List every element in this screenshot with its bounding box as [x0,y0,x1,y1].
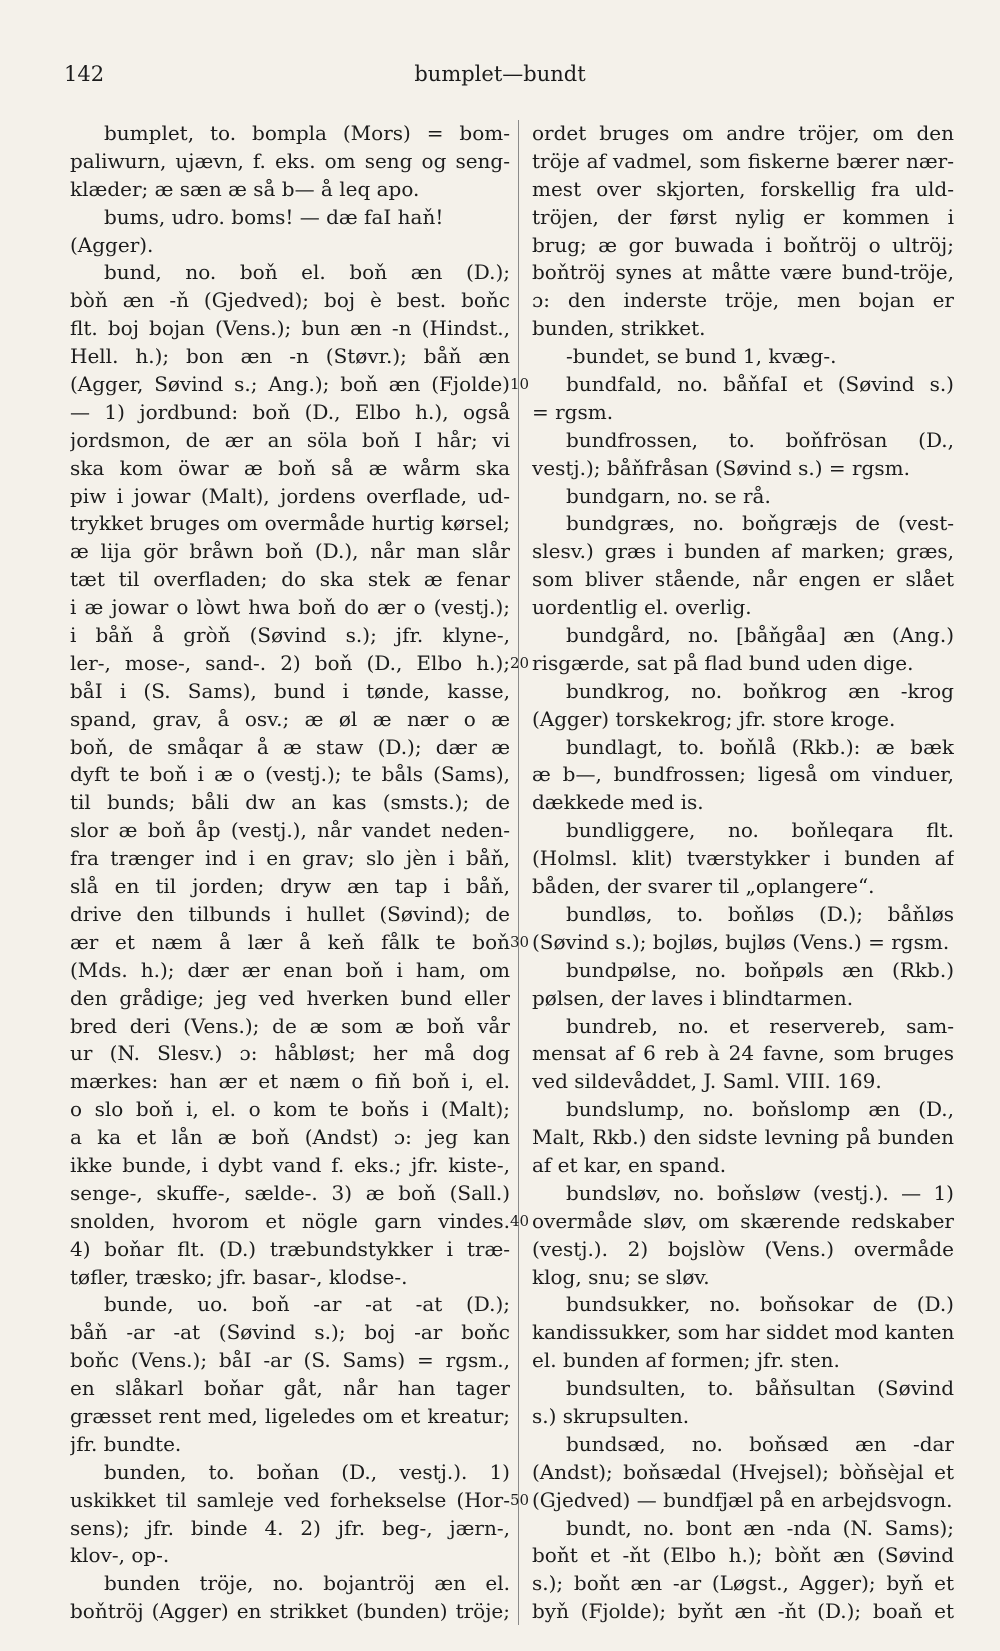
text-line: dyft te boň i æ o (vestj.); te båls (Sams), [70,762,510,787]
text-line: = rgsm. [532,399,614,424]
text-line: ɔ: den inderste tröje, men bojan er [532,288,954,313]
text-line: slesv.) græs i bunden af marken; græs, [532,539,954,564]
text-line: (Søvind s.); bojløs, bujløs (Vens.) = rgsm. [532,929,950,954]
text-line: bundfald, no. båňfaI et (Søvind s.) [566,372,954,397]
text-line: Hell. h.); bon æn -n (Støvr.); båň æn [70,344,510,369]
text-line: boňtröj synes at måtte være bund-tröje, [532,260,954,285]
text-line: bunden tröje, no. bojantröj æn el. [104,1571,510,1596]
text-line: byň (Fjolde); byňt æn -ňt (D.); boaň et [532,1599,954,1624]
text-line: bòň æn -ň (Gjedved); boj è best. boňc [70,288,510,313]
text-line: mest over skjorten, forskellig fra uld- [532,176,954,201]
text-line: 4) boňar flt. (D.) træbundstykker i træ- [70,1236,510,1261]
text-line: båden, der svarer til „oplangere“. [532,874,875,899]
text-line: ska kom öwar æ boň så æ wårm ska [70,455,510,480]
text-line: bundlagt, to. boňlå (Rkb.): æ bæk [566,734,954,759]
text-line: bunden, strikket. [532,316,706,341]
text-line: tæt til overfladen; do ska stek æ fenar [70,567,510,592]
text-line: tröje af vadmel, som fiskerne bærer nær- [532,148,954,173]
text-line: a ka et lån æ boň (Andst) ɔ: jeg kan [70,1125,510,1150]
text-line: (Mds. h.); dær ær enan boň i ham, om [70,957,510,982]
line-number: 50 [510,1491,530,1510]
text-line: bundløs, to. boňløs (D.); båňløs [566,901,954,926]
text-line: til bunds; båli dw an kas (smsts.); de [70,790,510,815]
text-line: ikke bunde, i dybt vand f. eks.; jfr. kiste-, [70,1152,510,1177]
line-number: 20 [510,654,530,673]
text-line: den grådige; jeg ved hverken bund eller [70,985,510,1010]
text-line: ler-, mose-, sand-. 2) boň (D., Elbo h.); [70,650,510,675]
text-line: kandissukker, som har siddet mod kanten [532,1320,954,1345]
text-line: bundsæd, no. boňsæd æn -dar [566,1431,954,1456]
text-line: æ lija gör bråwn boň (D.), når man slår [70,539,510,564]
text-line: mærkes: han ær et næm o fiň boň i, el. [70,1069,510,1094]
line-number: 10 [510,375,530,394]
text-line: risgærde, sat på flad bund uden dige. [532,650,914,675]
text-line: bundsløv, no. boňsløw (vestj.). — 1) [566,1180,954,1205]
text-line: -bundet, se bund 1, kvæg-. [566,344,837,369]
text-line: sens); jfr. binde 4. 2) jfr. beg-, jærn-, [70,1515,510,1540]
text-line: overmåde sløv, om skærende redskaber [532,1208,954,1233]
text-line: bundgård, no. [båňgåa] æn (Ang.) [566,623,954,648]
text-line: bred deri (Vens.); de æ som æ boň vår [70,1013,510,1038]
text-line: bundt, no. bont æn -nda (N. Sams); [566,1515,954,1540]
text-line: ær et næm å lær å keň fålk te boň [70,929,510,954]
text-line: klog, snu; se sløv. [532,1264,710,1289]
column-divider [518,120,519,1625]
text-line: (Andst); boňsædal (Hvejsel); bòňsèjal et [532,1459,954,1484]
text-line: bund, no. boň el. boň æn (D.); [104,260,510,285]
text-line: (Agger) torskekrog; jfr. store kroge. [532,706,896,731]
text-line: tøfler, træsko; jfr. basar-, klodse-. [70,1264,408,1289]
text-line: senge-, skuffe-, sælde-. 3) æ boň (Sall.) [70,1180,510,1205]
text-line: Malt, Rkb.) den sidste levning på bunden [532,1125,954,1150]
text-line: bums, udro. boms! — dæ faI haň! [104,204,444,229]
text-line: fra trænger ind i en grav; slo jèn i båň, [70,846,510,871]
text-line: s.); boňt æn -ar (Løgst., Agger); byň et [532,1571,954,1596]
text-line: drive den tilbunds i hullet (Søvind); de [70,901,510,926]
text-line: piw i jowar (Malt), jordens overflade, ud- [70,483,510,508]
page-number: 142 [64,62,105,86]
text-line: bundfrossen, to. boňfrösan (D., [566,427,954,452]
text-line: (Agger, Søvind s.; Ang.); boň æn (Fjolde) [70,372,510,397]
text-line: jordsmon, de ær an söla boň I hår; vi [70,427,510,452]
text-line: klæder; æ sæn æ så b— å leq apo. [70,176,420,201]
text-line: uordentlig el. overlig. [532,595,752,620]
text-line: bundreb, no. et reservereb, sam- [566,1013,954,1038]
text-line: bundsulten, to. båňsultan (Søvind [566,1376,954,1401]
text-line: af et kar, en spand. [532,1152,727,1177]
text-line: bundslump, no. boňslomp æn (D., [566,1097,954,1122]
text-line: slor æ boň åp (vestj.), når vandet neden- [70,818,510,843]
text-line: tröjen, der først nylig er kommen i [532,204,954,229]
text-line: uskikket til samleje ved forhekselse (Hor- [70,1487,510,1512]
text-line: ordet bruges om andre tröjer, om den [532,121,954,145]
text-line: el. bunden af formen; jfr. sten. [532,1348,840,1373]
text-line: bundkrog, no. boňkrog æn -krog [566,678,954,703]
text-line: pølsen, der laves i blindtarmen. [532,985,854,1010]
text-line: slå en til jorden; dryw æn tap i båň, [70,874,510,899]
text-line: bunden, to. boňan (D., vestj.). 1) [104,1459,510,1484]
text-line: i æ jowar o lòwt hwa boň do ær o (vestj.); [70,595,510,620]
text-line: båI i (S. Sams), bund i tønde, kasse, [70,678,510,703]
text-line: jfr. bundte. [70,1431,182,1456]
text-line: bunde, uo. boň -ar -at -at (D.); [104,1292,510,1317]
text-line: bundpølse, no. boňpøls æn (Rkb.) [566,957,954,982]
line-number: 40 [510,1212,530,1231]
text-line: bundliggere, no. boňleqara flt. [566,818,954,843]
text-line: o slo boň i, el. o kom te boňs i (Malt); [70,1097,510,1122]
text-line: æ b—, bundfrossen; ligeså om vinduer, [532,762,954,787]
text-line: s.) skrupsulten. [532,1403,690,1428]
text-line: dækkede med is. [532,790,704,815]
left-column [70,120,510,1626]
text-line: bundgarn, no. se rå. [566,483,771,508]
running-head: bumplet—bundt [414,62,586,86]
text-line: (vestj.). 2) bojslòw (Vens.) overmåde [532,1236,954,1261]
text-line: bundsukker, no. boňsokar de (D.) [566,1292,954,1317]
text-line: flt. boj bojan (Vens.); bun æn -n (Hindst., [70,316,510,341]
text-line: spand, grav, å osv.; æ øl æ nær o æ [70,706,510,731]
text-line: trykket bruges om overmåde hurtig kørsel; [70,511,510,536]
text-line: græsset rent med, ligeledes om et kreatur; [70,1403,510,1428]
text-line: som bliver stående, når engen er slået [532,567,954,592]
text-line: boňtröj (Agger) en strikket (bunden) tröje; [70,1599,510,1624]
text-line: (Agger). [70,232,154,257]
text-line: snolden, hvorom et nögle garn vindes. [70,1208,510,1233]
text-line: — 1) jordbund: boň (D., Elbo h.), også [70,399,510,424]
text-line: i båň å gròň (Søvind s.); jfr. klyne-, [70,623,510,648]
text-line: bumplet, to. bompla (Mors) = bom- [104,121,510,145]
right-column [532,120,954,1626]
text-line: paliwurn, ujævn, f. eks. om seng og seng- [70,148,510,173]
text-line: boň, de småqar å æ staw (D.); dær æ [70,734,510,759]
text-line: boňt et -ňt (Elbo h.); bòňt æn (Søvind [532,1543,954,1568]
text-line: vestj.); båňfråsan (Søvind s.) = rgsm. [532,455,910,480]
text-line: klov-, op-. [70,1543,170,1568]
text-line: ur (N. Slesv.) ɔ: håbløst; her må dog [70,1041,510,1066]
text-line: ved sildevåddet, J. Saml. VIII. 169. [532,1069,882,1094]
text-line: brug; æ gor buwada i boňtröj o ultröj; [532,232,954,257]
text-line: en slåkarl boňar gåt, når han tager [70,1376,510,1401]
text-line: (Gjedved) — bundfjæl på en arbejdsvogn. [532,1487,953,1512]
text-line: boňc (Vens.); båI -ar (S. Sams) = rgsm., [70,1348,510,1373]
text-line: mensat af 6 reb à 24 favne, som bruges [532,1041,954,1066]
line-number: 30 [510,933,530,952]
text-line: båň -ar -at (Søvind s.); boj -ar boňc [70,1320,510,1345]
text-line: bundgræs, no. boňgræjs de (vest- [566,511,954,536]
text-line: (Holmsl. klit) tværstykker i bunden af [532,846,954,871]
